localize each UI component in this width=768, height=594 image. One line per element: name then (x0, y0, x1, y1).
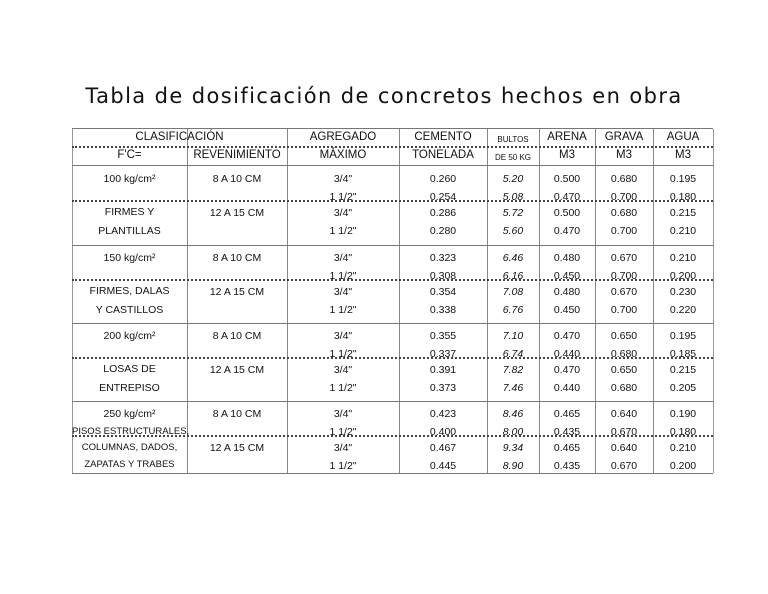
cell-agg: 3/4" (333, 442, 353, 454)
cell-bul: 6.46 (502, 252, 524, 264)
cell-bul: 8.46 (502, 408, 524, 420)
revenimiento: 8 A 10 CM (212, 330, 262, 342)
cell-agu: 0.215 (669, 207, 697, 219)
cell-bul: 6.16 (502, 270, 524, 282)
cell-gra: 0.670 (610, 286, 638, 298)
revenimiento: 12 A 15 CM (209, 364, 265, 376)
cell-agg: 3/4" (333, 286, 353, 298)
group-dotted-divider (72, 357, 713, 359)
group-dotted-divider (72, 435, 713, 437)
cell-gra: 0.670 (610, 426, 638, 438)
cell-are: 0.465 (553, 442, 581, 454)
cell-agg: 1 1/2" (329, 225, 357, 237)
header-agua: AGUA (666, 131, 700, 143)
cell-are: 0.440 (553, 382, 581, 394)
header-sub-7: M3 (675, 149, 691, 161)
header-sub-0: F'C= (117, 149, 142, 161)
header-bultos: BULTOS (497, 135, 529, 144)
cell-bul: 7.10 (502, 330, 524, 342)
cell-gra: 0.640 (610, 408, 638, 420)
cell-cem: 0.445 (429, 460, 457, 472)
header-sub-5: M3 (559, 149, 575, 161)
cell-agu: 0.210 (669, 225, 697, 237)
revenimiento: 8 A 10 CM (212, 408, 262, 420)
cell-cem: 0.354 (429, 286, 457, 298)
cell-agu: 0.230 (669, 286, 697, 298)
group-divider (72, 245, 713, 246)
cell-agg: 3/4" (333, 252, 353, 264)
cell-agg: 1 1/2" (329, 348, 357, 360)
header-sub-3: TONELADA (412, 149, 474, 161)
dosage-table (72, 128, 713, 474)
cell-agg: 1 1/2" (329, 382, 357, 394)
cell-bul: 8.00 (502, 426, 524, 438)
cell-cem: 0.355 (429, 330, 457, 342)
cell-are: 0.470 (553, 191, 581, 203)
cell-gra: 0.700 (610, 304, 638, 316)
cell-bul: 5.20 (502, 173, 524, 185)
cell-are: 0.450 (553, 270, 581, 282)
strength-label: 150 kg/cm² (103, 252, 156, 264)
cell-agu: 0.185 (669, 348, 697, 360)
cell-agu: 0.210 (669, 252, 697, 264)
cell-gra: 0.670 (610, 252, 638, 264)
cell-cem: 0.400 (429, 426, 457, 438)
strength-label: 250 kg/cm² (103, 408, 156, 420)
header-sub-1: REVENIMIENTO (193, 149, 281, 161)
cell-bul: 7.82 (502, 364, 524, 376)
cell-cem: 0.423 (429, 408, 457, 420)
column-divider (713, 129, 714, 473)
group-dotted-divider (72, 279, 713, 281)
cell-cem: 0.254 (429, 191, 457, 203)
cell-gra: 0.640 (610, 442, 638, 454)
group-label: FIRMES Y (104, 206, 155, 218)
cell-cem: 0.286 (429, 207, 457, 219)
cell-agg: 3/4" (333, 364, 353, 376)
group-label: COLUMNAS, DADOS, (81, 442, 178, 453)
header-grava: GRAVA (604, 131, 644, 143)
cell-bul: 7.08 (502, 286, 524, 298)
cell-agu: 0.200 (669, 270, 697, 282)
cell-bul: 5.72 (502, 207, 524, 219)
cell-gra: 0.650 (610, 364, 638, 376)
cell-agg: 1 1/2" (329, 191, 357, 203)
cell-bul: 9.34 (502, 442, 524, 454)
header-sub-4: DE 50 KG (494, 153, 531, 162)
cell-are: 0.480 (553, 252, 581, 264)
cell-bul: 6.76 (502, 304, 524, 316)
cell-bul: 8.90 (502, 460, 524, 472)
page-title: Tabla de dosificación de concretos hechos en obra (85, 84, 683, 108)
cell-agg: 3/4" (333, 330, 353, 342)
cell-bul: 5.08 (502, 191, 524, 203)
revenimiento: 12 A 15 CM (209, 207, 265, 219)
cell-agu: 0.220 (669, 304, 697, 316)
cell-are: 0.465 (553, 408, 581, 420)
cell-bul: 5.60 (502, 225, 524, 237)
group-label: FIRMES, DALAS (89, 285, 170, 297)
cell-gra: 0.700 (610, 191, 638, 203)
cell-agu: 0.200 (669, 460, 697, 472)
revenimiento: 12 A 15 CM (209, 286, 265, 298)
cell-agu: 0.195 (669, 330, 697, 342)
cell-bul: 7.46 (502, 382, 524, 394)
cell-are: 0.450 (553, 304, 581, 316)
revenimiento: 12 A 15 CM (209, 442, 265, 454)
cell-agg: 1 1/2" (329, 304, 357, 316)
cell-cem: 0.323 (429, 252, 457, 264)
header-cemento: CEMENTO (414, 131, 472, 143)
cell-gra: 0.700 (610, 225, 638, 237)
group-label: PISOS ESTRUCTURALES, (72, 426, 190, 437)
revenimiento: 8 A 10 CM (212, 173, 262, 185)
header-clasificacion: CLASIFICACIÓN (135, 131, 224, 143)
cell-gra: 0.680 (610, 382, 638, 394)
cell-are: 0.480 (553, 286, 581, 298)
group-label: PLANTILLAS (98, 225, 161, 237)
cell-gra: 0.680 (610, 348, 638, 360)
cell-gra: 0.670 (610, 460, 638, 472)
cell-agg: 3/4" (333, 408, 353, 420)
cell-gra: 0.680 (610, 207, 638, 219)
group-label: Y CASTILLOS (95, 304, 164, 316)
cell-cem: 0.308 (429, 270, 457, 282)
cell-are: 0.500 (553, 207, 581, 219)
cell-cem: 0.338 (429, 304, 457, 316)
revenimiento: 8 A 10 CM (212, 252, 262, 264)
cell-gra: 0.680 (610, 173, 638, 185)
group-dotted-divider (72, 200, 713, 202)
header-arena: ARENA (547, 131, 587, 143)
cell-agu: 0.190 (669, 408, 697, 420)
strength-label: 100 kg/cm² (103, 173, 156, 185)
cell-agu: 0.215 (669, 364, 697, 376)
cell-cem: 0.467 (429, 442, 457, 454)
cell-agu: 0.180 (669, 426, 697, 438)
cell-cem: 0.280 (429, 225, 457, 237)
cell-bul: 6.74 (502, 348, 524, 360)
cell-agg: 1 1/2" (329, 460, 357, 472)
cell-agu: 0.210 (669, 442, 697, 454)
header-sub-2: MÁXIMO (319, 149, 367, 161)
group-label: ENTREPISO (99, 382, 160, 394)
cell-are: 0.440 (553, 348, 581, 360)
cell-cem: 0.391 (429, 364, 457, 376)
cell-agg: 3/4" (333, 207, 353, 219)
cell-gra: 0.700 (610, 270, 638, 282)
group-label: ZAPATAS Y TRABES (84, 459, 175, 470)
cell-gra: 0.650 (610, 330, 638, 342)
cell-are: 0.435 (553, 460, 581, 472)
group-divider (72, 323, 713, 324)
cell-agg: 3/4" (333, 173, 353, 185)
header-dotted-divider (72, 146, 713, 148)
header-bottom-line (72, 165, 713, 166)
cell-cem: 0.373 (429, 382, 457, 394)
cell-agu: 0.205 (669, 382, 697, 394)
cell-agu: 0.180 (669, 191, 697, 203)
cell-agg: 1 1/2" (329, 426, 357, 438)
cell-cem: 0.337 (429, 348, 457, 360)
group-divider (72, 401, 713, 402)
header-agregado: AGREGADO (309, 131, 377, 143)
group-label: LOSAS DE (103, 363, 156, 375)
strength-label: 200 kg/cm² (103, 330, 156, 342)
cell-agu: 0.195 (669, 173, 697, 185)
cell-are: 0.470 (553, 330, 581, 342)
cell-agg: 1 1/2" (329, 270, 357, 282)
header-sub-6: M3 (616, 149, 632, 161)
cell-cem: 0.260 (429, 173, 457, 185)
cell-are: 0.470 (553, 225, 581, 237)
cell-are: 0.470 (553, 364, 581, 376)
cell-are: 0.500 (553, 173, 581, 185)
cell-are: 0.435 (553, 426, 581, 438)
